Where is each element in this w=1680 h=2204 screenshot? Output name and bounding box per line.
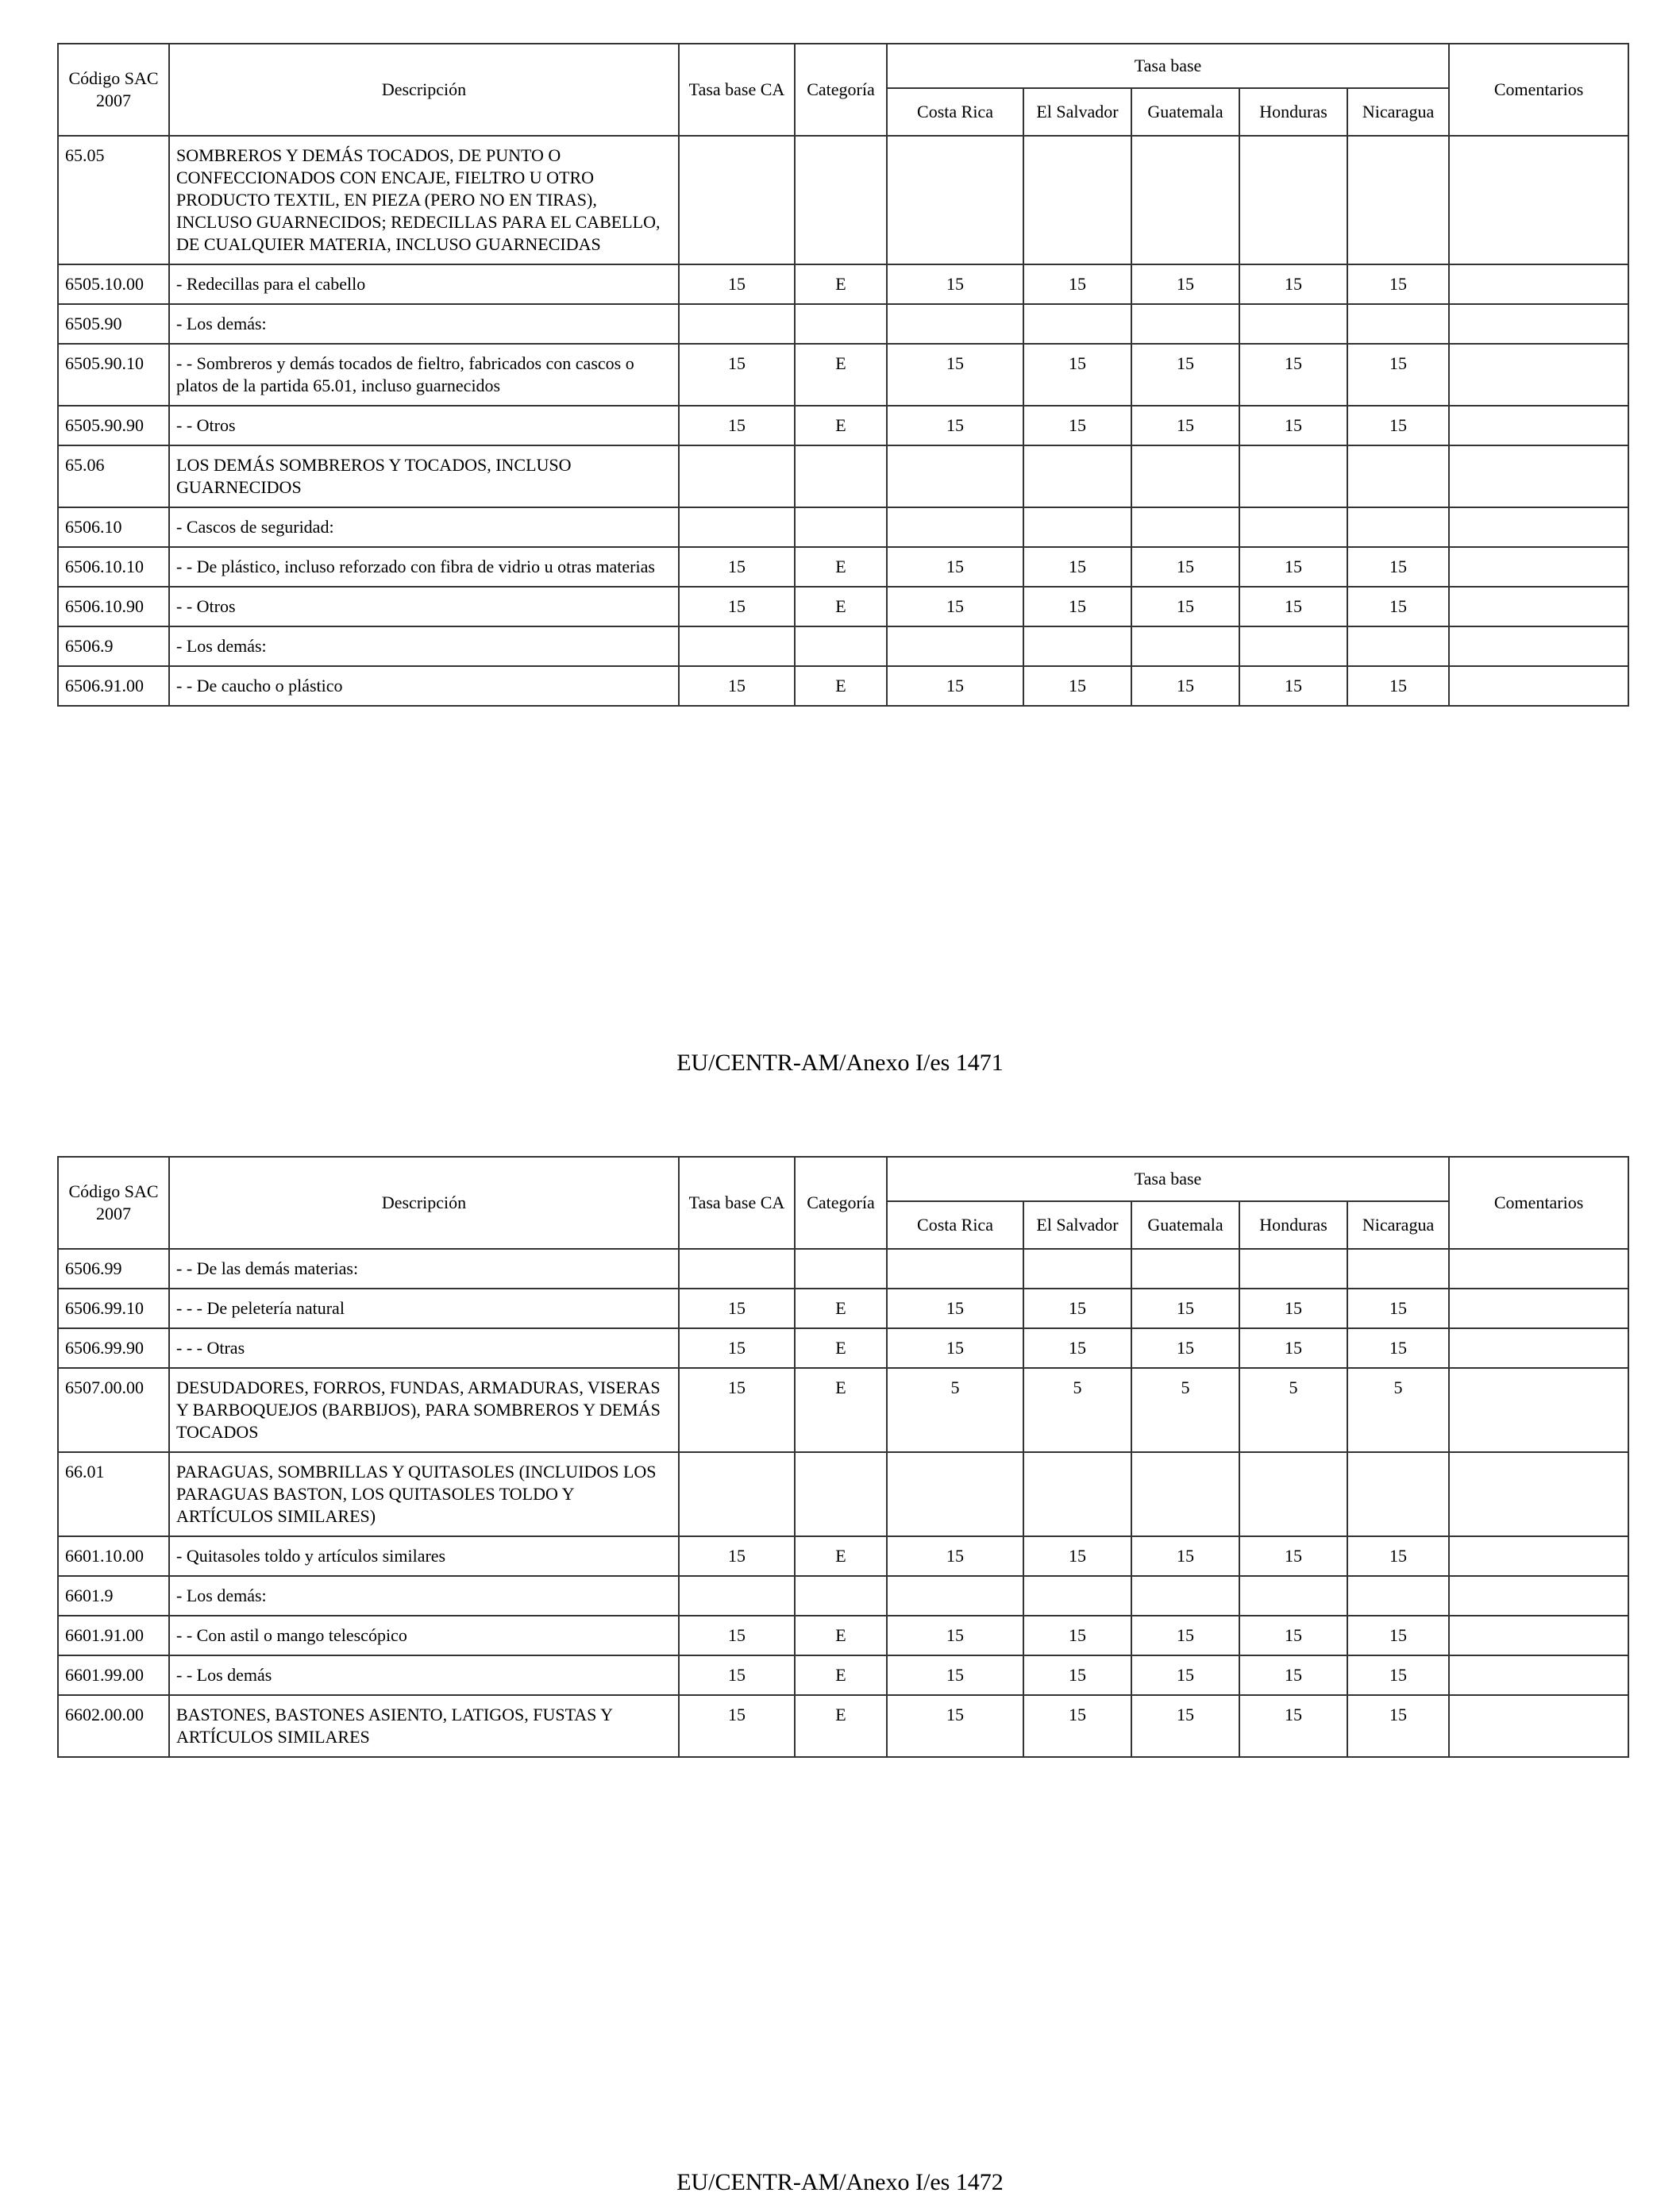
row-categoria — [795, 445, 887, 507]
row-categoria: E — [795, 587, 887, 626]
row-rate-nicaragua — [1347, 445, 1449, 507]
row-rate-guatemala — [1131, 445, 1239, 507]
row-tasa-ca: 15 — [679, 1289, 795, 1328]
table-row — [58, 304, 1628, 344]
row-rate-costa-rica — [887, 136, 1023, 264]
row-rate-honduras: 15 — [1239, 406, 1347, 445]
row-description: - - De plástico, incluso reforzado con fibra de vidrio u otras materias — [169, 547, 679, 587]
row-rate-costa-rica — [887, 507, 1023, 547]
row-rate-honduras: 15 — [1239, 547, 1347, 587]
row-description: BASTONES, BASTONES ASIENTO, LATIGOS, FUSTAS Y ARTÍCULOS SIMILARES — [169, 1695, 679, 1757]
header-tasa-base-ca: Tasa base CA — [679, 1157, 795, 1249]
row-rate-el-salvador: 15 — [1023, 1695, 1131, 1757]
row-rate-costa-rica: 15 — [887, 406, 1023, 445]
table-row — [58, 1249, 1628, 1289]
row-tasa-ca: 15 — [679, 264, 795, 304]
row-rate-el-salvador: 15 — [1023, 406, 1131, 445]
row-categoria — [795, 1576, 887, 1616]
table-row — [58, 1368, 1628, 1452]
row-code: 65.05 — [58, 136, 169, 264]
row-rate-guatemala: 15 — [1131, 1616, 1239, 1655]
row-rate-costa-rica — [887, 445, 1023, 507]
header-country: Guatemala — [1131, 1201, 1239, 1249]
row-rate-el-salvador: 15 — [1023, 547, 1131, 587]
row-description: - - Con astil o mango telescópico — [169, 1616, 679, 1655]
row-rate-nicaragua — [1347, 507, 1449, 547]
row-rate-costa-rica: 15 — [887, 1695, 1023, 1757]
row-description: - Los demás: — [169, 1576, 679, 1616]
row-code: 6506.9 — [58, 626, 169, 666]
row-tasa-ca: 15 — [679, 587, 795, 626]
header-country: Honduras — [1239, 1201, 1347, 1249]
row-rate-guatemala: 15 — [1131, 547, 1239, 587]
row-rate-costa-rica: 15 — [887, 1616, 1023, 1655]
row-rate-guatemala: 15 — [1131, 1655, 1239, 1695]
row-categoria: E — [795, 1536, 887, 1576]
row-description: - - - De peletería natural — [169, 1289, 679, 1328]
row-rate-guatemala: 15 — [1131, 666, 1239, 706]
row-rate-guatemala — [1131, 304, 1239, 344]
table-row — [58, 344, 1628, 406]
row-rate-costa-rica: 15 — [887, 1536, 1023, 1576]
row-rate-el-salvador — [1023, 136, 1131, 264]
row-code: 6505.10.00 — [58, 264, 169, 304]
header-country: Costa Rica — [887, 1201, 1023, 1249]
row-comentarios — [1449, 304, 1628, 344]
row-description: - - De las demás materias: — [169, 1249, 679, 1289]
row-tasa-ca: 15 — [679, 406, 795, 445]
row-rate-nicaragua: 15 — [1347, 1536, 1449, 1576]
row-rate-costa-rica: 15 — [887, 547, 1023, 587]
row-rate-guatemala: 15 — [1131, 1289, 1239, 1328]
row-description: - Los demás: — [169, 626, 679, 666]
row-categoria — [795, 626, 887, 666]
row-rate-guatemala: 15 — [1131, 1328, 1239, 1368]
row-comentarios — [1449, 1452, 1628, 1536]
row-categoria: E — [795, 264, 887, 304]
table-row — [58, 507, 1628, 547]
row-rate-guatemala: 15 — [1131, 1536, 1239, 1576]
row-rate-el-salvador — [1023, 1452, 1131, 1536]
row-rate-guatemala — [1131, 626, 1239, 666]
row-rate-nicaragua: 15 — [1347, 1289, 1449, 1328]
header-tasa-base-ca: Tasa base CA — [679, 44, 795, 136]
row-categoria: E — [795, 1289, 887, 1328]
row-code: 6506.99.10 — [58, 1289, 169, 1328]
header-country: Nicaragua — [1347, 88, 1449, 136]
row-categoria: E — [795, 1368, 887, 1452]
row-rate-costa-rica: 15 — [887, 666, 1023, 706]
row-comentarios — [1449, 547, 1628, 587]
table-row — [58, 264, 1628, 304]
row-comentarios — [1449, 1655, 1628, 1695]
row-rate-nicaragua: 15 — [1347, 666, 1449, 706]
row-rate-el-salvador — [1023, 304, 1131, 344]
table-row — [58, 1655, 1628, 1695]
row-rate-nicaragua — [1347, 1249, 1449, 1289]
row-rate-guatemala — [1131, 507, 1239, 547]
row-tasa-ca: 15 — [679, 1616, 795, 1655]
row-rate-nicaragua: 15 — [1347, 264, 1449, 304]
row-tasa-ca: 15 — [679, 344, 795, 406]
row-rate-honduras: 15 — [1239, 1616, 1347, 1655]
header-country: Nicaragua — [1347, 1201, 1449, 1249]
table-row — [58, 587, 1628, 626]
row-rate-costa-rica: 15 — [887, 1328, 1023, 1368]
row-rate-honduras: 15 — [1239, 1328, 1347, 1368]
row-code: 65.06 — [58, 445, 169, 507]
row-rate-costa-rica — [887, 304, 1023, 344]
table-row — [58, 136, 1628, 264]
row-code: 6601.91.00 — [58, 1616, 169, 1655]
header-comentarios: Comentarios — [1449, 1157, 1628, 1249]
table-row — [58, 1536, 1628, 1576]
row-rate-nicaragua: 15 — [1347, 406, 1449, 445]
row-rate-nicaragua — [1347, 136, 1449, 264]
row-comentarios — [1449, 1536, 1628, 1576]
row-categoria — [795, 136, 887, 264]
row-tasa-ca — [679, 304, 795, 344]
row-rate-honduras — [1239, 1576, 1347, 1616]
row-rate-guatemala: 5 — [1131, 1368, 1239, 1452]
row-categoria: E — [795, 344, 887, 406]
row-tasa-ca — [679, 507, 795, 547]
row-code: 6506.10.10 — [58, 547, 169, 587]
row-rate-guatemala — [1131, 1576, 1239, 1616]
row-tasa-ca — [679, 445, 795, 507]
row-rate-honduras — [1239, 507, 1347, 547]
row-description: LOS DEMÁS SOMBREROS Y TOCADOS, INCLUSO GUARNECIDOS — [169, 445, 679, 507]
row-comentarios — [1449, 1249, 1628, 1289]
row-code: 6601.10.00 — [58, 1536, 169, 1576]
header-tasa-base: Tasa base — [887, 1157, 1449, 1201]
table-row — [58, 1616, 1628, 1655]
row-rate-nicaragua: 15 — [1347, 1695, 1449, 1757]
row-tasa-ca — [679, 1576, 795, 1616]
row-rate-el-salvador: 15 — [1023, 587, 1131, 626]
table-row — [58, 445, 1628, 507]
header-country: Costa Rica — [887, 88, 1023, 136]
row-tasa-ca: 15 — [679, 1328, 795, 1368]
row-rate-honduras — [1239, 136, 1347, 264]
header-country: El Salvador — [1023, 88, 1131, 136]
row-description: - - Otros — [169, 406, 679, 445]
row-comentarios — [1449, 1289, 1628, 1328]
row-rate-honduras: 15 — [1239, 1655, 1347, 1695]
row-categoria: E — [795, 406, 887, 445]
row-comentarios — [1449, 666, 1628, 706]
row-tasa-ca: 15 — [679, 1655, 795, 1695]
row-code: 6505.90 — [58, 304, 169, 344]
row-rate-costa-rica — [887, 1452, 1023, 1536]
row-rate-nicaragua — [1347, 1576, 1449, 1616]
row-comentarios — [1449, 445, 1628, 507]
row-rate-nicaragua: 5 — [1347, 1368, 1449, 1452]
row-tasa-ca — [679, 1452, 795, 1536]
row-rate-nicaragua: 15 — [1347, 1616, 1449, 1655]
header-country: Guatemala — [1131, 88, 1239, 136]
row-rate-el-salvador: 15 — [1023, 666, 1131, 706]
row-rate-honduras — [1239, 1249, 1347, 1289]
row-rate-el-salvador — [1023, 1576, 1131, 1616]
row-description: - - Sombreros y demás tocados de fieltro, fabricados con cascos o platos de la partida 65.01, incluso guarnecidos — [169, 344, 679, 406]
row-code: 6601.9 — [58, 1576, 169, 1616]
row-comentarios — [1449, 1616, 1628, 1655]
row-code: 66.01 — [58, 1452, 169, 1536]
row-rate-honduras — [1239, 304, 1347, 344]
row-rate-costa-rica — [887, 626, 1023, 666]
row-rate-el-salvador — [1023, 445, 1131, 507]
row-description: - Quitasoles toldo y artículos similares — [169, 1536, 679, 1576]
header-country: Honduras — [1239, 88, 1347, 136]
row-rate-nicaragua: 15 — [1347, 547, 1449, 587]
row-rate-honduras — [1239, 626, 1347, 666]
row-rate-costa-rica — [887, 1576, 1023, 1616]
row-rate-costa-rica: 15 — [887, 344, 1023, 406]
row-rate-el-salvador — [1023, 626, 1131, 666]
header-description: Descripción — [169, 44, 679, 136]
row-description: - - Los demás — [169, 1655, 679, 1695]
table-row — [58, 1289, 1628, 1328]
row-rate-honduras: 15 — [1239, 1289, 1347, 1328]
tariff-table — [57, 1156, 1629, 1758]
table-row — [58, 1576, 1628, 1616]
table-row — [58, 1328, 1628, 1368]
row-rate-honduras: 15 — [1239, 666, 1347, 706]
header-code: Código SAC 2007 — [58, 44, 169, 136]
row-description: SOMBREROS Y DEMÁS TOCADOS, DE PUNTO O CONFECCIONADOS CON ENCAJE, FIELTRO U OTRO PRODUCTO TEXTIL, EN PIEZA (PERO NO EN TIRAS), INCLUSO GUARNECIDOS; REDECILLAS PARA EL CABELLO, DE CUALQUIER MATERIA, INCLUSO GUARNECIDAS — [169, 136, 679, 264]
row-rate-guatemala: 15 — [1131, 587, 1239, 626]
row-rate-honduras: 15 — [1239, 1536, 1347, 1576]
row-rate-costa-rica: 15 — [887, 587, 1023, 626]
page-footer: EU/CENTR-AM/Anexo I/es 1471 — [676, 1050, 1004, 1076]
row-categoria: E — [795, 1695, 887, 1757]
tariff-table-block-2 — [57, 1156, 1628, 1758]
row-tasa-ca — [679, 1249, 795, 1289]
row-tasa-ca: 15 — [679, 666, 795, 706]
table-row — [58, 626, 1628, 666]
row-code: 6507.00.00 — [58, 1368, 169, 1452]
row-tasa-ca — [679, 626, 795, 666]
row-rate-costa-rica — [887, 1249, 1023, 1289]
row-rate-nicaragua — [1347, 626, 1449, 666]
row-comentarios — [1449, 264, 1628, 304]
row-rate-nicaragua: 15 — [1347, 344, 1449, 406]
row-description: - - De caucho o plástico — [169, 666, 679, 706]
row-categoria: E — [795, 1655, 887, 1695]
row-comentarios — [1449, 587, 1628, 626]
row-rate-el-salvador: 15 — [1023, 1289, 1131, 1328]
row-categoria: E — [795, 1328, 887, 1368]
row-description: PARAGUAS, SOMBRILLAS Y QUITASOLES (INCLUIDOS LOS PARAGUAS BASTON, LOS QUITASOLES TOLDO Y ARTÍCULOS SIMILARES) — [169, 1452, 679, 1536]
row-code: 6506.99.90 — [58, 1328, 169, 1368]
page-footer: EU/CENTR-AM/Anexo I/es 1472 — [676, 2169, 1004, 2195]
row-rate-guatemala — [1131, 1249, 1239, 1289]
header-categoria: Categoría — [795, 44, 887, 136]
row-tasa-ca — [679, 136, 795, 264]
table-row — [58, 406, 1628, 445]
row-code: 6505.90.10 — [58, 344, 169, 406]
row-rate-guatemala: 15 — [1131, 1695, 1239, 1757]
row-categoria: E — [795, 547, 887, 587]
row-description: - - - Otras — [169, 1328, 679, 1368]
row-description: - Redecillas para el cabello — [169, 264, 679, 304]
row-rate-honduras: 15 — [1239, 264, 1347, 304]
row-description: - Cascos de seguridad: — [169, 507, 679, 547]
row-rate-el-salvador — [1023, 1249, 1131, 1289]
row-rate-guatemala: 15 — [1131, 264, 1239, 304]
row-categoria: E — [795, 1616, 887, 1655]
row-categoria — [795, 507, 887, 547]
row-rate-el-salvador: 15 — [1023, 1655, 1131, 1695]
header-country: El Salvador — [1023, 1201, 1131, 1249]
row-rate-nicaragua — [1347, 1452, 1449, 1536]
row-rate-honduras: 15 — [1239, 1695, 1347, 1757]
row-code: 6506.99 — [58, 1249, 169, 1289]
row-code: 6505.90.90 — [58, 406, 169, 445]
header-tasa-base: Tasa base — [887, 44, 1449, 88]
header-description: Descripción — [169, 1157, 679, 1249]
table-row — [58, 1695, 1628, 1757]
row-rate-nicaragua: 15 — [1347, 1328, 1449, 1368]
tariff-table — [57, 43, 1629, 707]
row-rate-nicaragua — [1347, 304, 1449, 344]
row-categoria — [795, 1249, 887, 1289]
row-rate-el-salvador — [1023, 507, 1131, 547]
row-comentarios — [1449, 626, 1628, 666]
row-rate-guatemala: 15 — [1131, 344, 1239, 406]
row-rate-honduras — [1239, 445, 1347, 507]
row-rate-el-salvador: 15 — [1023, 1328, 1131, 1368]
tariff-table-block-1 — [57, 43, 1628, 707]
row-rate-nicaragua: 15 — [1347, 1655, 1449, 1695]
row-comentarios — [1449, 1328, 1628, 1368]
row-tasa-ca: 15 — [679, 547, 795, 587]
row-code: 6506.10 — [58, 507, 169, 547]
header-comentarios: Comentarios — [1449, 44, 1628, 136]
row-rate-el-salvador: 15 — [1023, 1536, 1131, 1576]
row-rate-honduras: 15 — [1239, 344, 1347, 406]
row-code: 6506.91.00 — [58, 666, 169, 706]
row-code: 6601.99.00 — [58, 1655, 169, 1695]
row-rate-honduras: 5 — [1239, 1368, 1347, 1452]
row-rate-honduras: 15 — [1239, 587, 1347, 626]
row-tasa-ca: 15 — [679, 1695, 795, 1757]
row-rate-costa-rica: 15 — [887, 1655, 1023, 1695]
row-comentarios — [1449, 1368, 1628, 1452]
row-tasa-ca: 15 — [679, 1368, 795, 1452]
table-row — [58, 547, 1628, 587]
header-categoria: Categoría — [795, 1157, 887, 1249]
row-categoria: E — [795, 666, 887, 706]
header-code: Código SAC 2007 — [58, 1157, 169, 1249]
row-rate-costa-rica: 5 — [887, 1368, 1023, 1452]
row-categoria — [795, 304, 887, 344]
row-code: 6602.00.00 — [58, 1695, 169, 1757]
row-rate-nicaragua: 15 — [1347, 587, 1449, 626]
row-description: - - Otros — [169, 587, 679, 626]
row-rate-el-salvador: 15 — [1023, 1616, 1131, 1655]
table-row — [58, 1452, 1628, 1536]
row-comentarios — [1449, 406, 1628, 445]
row-categoria — [795, 1452, 887, 1536]
row-rate-costa-rica: 15 — [887, 264, 1023, 304]
table-row — [58, 666, 1628, 706]
row-comentarios — [1449, 1576, 1628, 1616]
row-description: - Los demás: — [169, 304, 679, 344]
row-comentarios — [1449, 507, 1628, 547]
row-rate-honduras — [1239, 1452, 1347, 1536]
row-tasa-ca: 15 — [679, 1536, 795, 1576]
row-comentarios — [1449, 344, 1628, 406]
row-description: DESUDADORES, FORROS, FUNDAS, ARMADURAS, VISERAS Y BARBOQUEJOS (BARBIJOS), PARA SOMBREROS Y DEMÁS TOCADOS — [169, 1368, 679, 1452]
row-comentarios — [1449, 1695, 1628, 1757]
row-comentarios — [1449, 136, 1628, 264]
row-rate-guatemala — [1131, 1452, 1239, 1536]
row-rate-guatemala — [1131, 136, 1239, 264]
row-rate-el-salvador: 15 — [1023, 344, 1131, 406]
row-rate-costa-rica: 15 — [887, 1289, 1023, 1328]
row-code: 6506.10.90 — [58, 587, 169, 626]
row-rate-guatemala: 15 — [1131, 406, 1239, 445]
row-rate-el-salvador: 5 — [1023, 1368, 1131, 1452]
row-rate-el-salvador: 15 — [1023, 264, 1131, 304]
